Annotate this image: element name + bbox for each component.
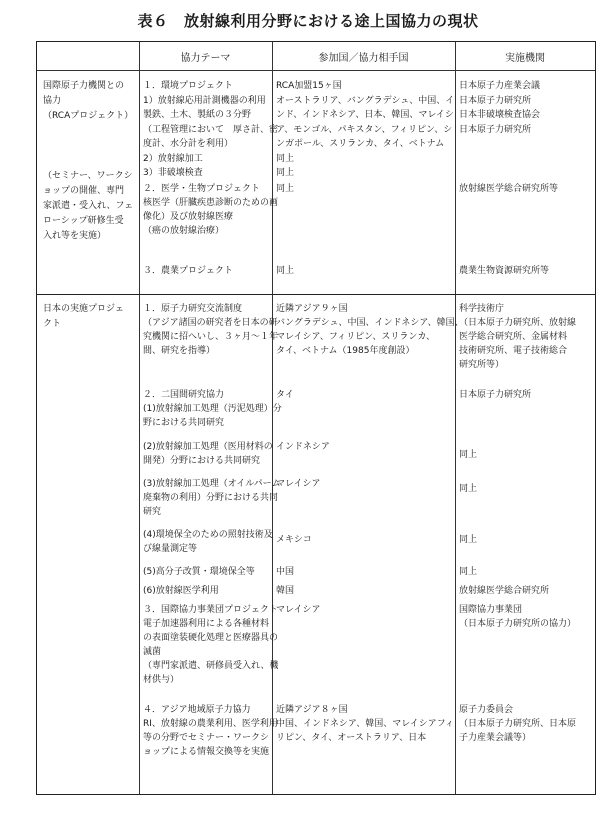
section2-row5-theme: (4)環境保全のための照射技術及 び線量測定等 bbox=[143, 530, 273, 554]
section1-row1-partners: RCA加盟15ヶ国 オーストラリア、バングラデシュ、中国、イ ンド、インドネシア、日本、韓国、マレイシ ア、モンゴル、パキスタン、フィリピン、シ ンガポール、スリランカ、タイ、ベトナム 同上 同上 bbox=[276, 81, 455, 178]
section2-row1-partners: 近隣アジア９ヶ国 バングラデシュ、中国、インドネシア、韓国、 マレイシア、フィリピン、スリランカ、 タイ、ベトナム（1985年度創設） bbox=[276, 304, 464, 356]
header-divider bbox=[37, 70, 595, 71]
section2-row4-partners: マレイシア bbox=[276, 479, 321, 489]
section2-row4-agency: 同上 bbox=[459, 484, 478, 494]
section1-note: （セミナー、ワークシ ョップの開催、専門 家派遣・受入れ、フェ ローシップ研修生受 入れ等を実施） bbox=[43, 171, 134, 241]
section2-row2-theme: ２．二国間研究協力 (1)放射線加工処理（汚泥処理）分 野における共同研究 bbox=[143, 390, 282, 428]
column-divider-1 bbox=[139, 42, 140, 794]
column-divider-3 bbox=[455, 42, 456, 794]
section1-row3-agency: 農業生物資源研究所等 bbox=[459, 266, 550, 276]
section2-row7-partners: 韓国 bbox=[276, 586, 295, 596]
section1-row2-agency: 放射線医学総合研究所等 bbox=[459, 184, 559, 194]
section2-row5-agency: 同上 bbox=[459, 535, 478, 545]
section2-row1-theme: １．原子力研究交流制度 （アジア諸国の研究者を日本の研 究機関に招へいし、３ヶ月～１年 間、研究を指導） bbox=[143, 304, 279, 356]
section-divider bbox=[37, 294, 595, 295]
cooperation-table bbox=[36, 41, 596, 795]
section2-row4-theme: (3)放射線加工処理（オイルパーム 廃棄物の利用）分野における共同 研究 bbox=[143, 479, 281, 517]
section2-row8-agency: 国際協力事業団 （日本原子力研究所の協力） bbox=[459, 605, 577, 629]
section2-row9-agency: 原子力委員会 （日本原子力研究所、日本原 子力産業会議等） bbox=[459, 705, 577, 743]
header-partners: 参加国／協力相手国 bbox=[318, 53, 409, 64]
section2-row8-partners: マレイシア bbox=[276, 605, 321, 615]
section2-row5-partners: メキシコ bbox=[276, 535, 312, 545]
section1-row1-theme: １．環境プロジェクト 1）放射線応用計測機器の利用 製鉄、土木、製紙の３分野 （工程管理において 厚さ計、密 度計、水分計を利用） 2）放射線加工 3）非破壊検査 bbox=[143, 81, 279, 178]
section2-row2-agency: 日本原子力研究所 bbox=[459, 390, 532, 400]
section2-row9-theme: ４．アジア地域原子力協力 RI、放射線の農業利用、医学利用 等の分野でセミナー・ワークシ ョップによる情報交換等を実施 bbox=[143, 705, 278, 757]
section2-row7-agency: 放射線医学総合研究所 bbox=[459, 586, 550, 596]
section1-row2-theme: ２．医学・生物プロジェクト 核医学（肝臓疾患診断のための画 像化）及び放射線医療 （癌の放射線治療） bbox=[143, 184, 279, 236]
page-title: 表６ 放射線利用分野における途上国協力の現状 bbox=[137, 12, 479, 30]
section1-row1-agency: 日本原子力産業会議 日本原子力研究所 日本非破壊検査協会 日本原子力研究所 bbox=[459, 81, 541, 135]
section2-row6-agency: 同上 bbox=[459, 567, 478, 577]
section2-row1-agency: 科学技術庁 （日本原子力研究所、放射線 医学総合研究所、金属材料 技術研究所、電子技術総合 研究所等） bbox=[459, 304, 577, 370]
section2-row2-partners: タイ bbox=[276, 390, 294, 400]
section2-row9-partners: 近隣アジア８ヶ国 中国、インドネシア、韓国、マレイシアフィ リピン、タイ、オーストラリア、日本 bbox=[276, 705, 455, 743]
section2-row7-theme: (6)放射線医学利用 bbox=[143, 586, 219, 596]
section2-row3-agency: 同上 bbox=[459, 450, 478, 460]
header-agency: 実施機関 bbox=[505, 53, 545, 64]
section2-row8-theme: ３．国際協力事業団プロジェクト 電子加速器利用による各種材料 の表面塗装硬化処理と医療器具の 滅菌 （専門家派遣、研修員受入れ、機 材供与） bbox=[143, 605, 279, 685]
section2-row3-theme: (2)放射線加工処理（医用材料の 開発）分野における共同研究 bbox=[143, 442, 273, 466]
section2-row6-partners: 中国 bbox=[276, 567, 295, 577]
header-theme: 協力テーマ bbox=[180, 53, 231, 64]
section1-row2-partners: 同上 bbox=[276, 184, 295, 194]
section2-row6-theme: (5)高分子改質・環境保全等 bbox=[143, 567, 255, 577]
section1-row3-partners: 同上 bbox=[276, 266, 295, 276]
section2-row3-partners: インドネシア bbox=[276, 442, 330, 452]
section2-category: 日本の実施プロジェ クト bbox=[43, 304, 124, 329]
section1-category: 国際原子力機関との 協力 （RCAプロジェクト） bbox=[43, 81, 134, 121]
section1-row3-theme: ３．農業プロジェクト bbox=[143, 266, 233, 276]
